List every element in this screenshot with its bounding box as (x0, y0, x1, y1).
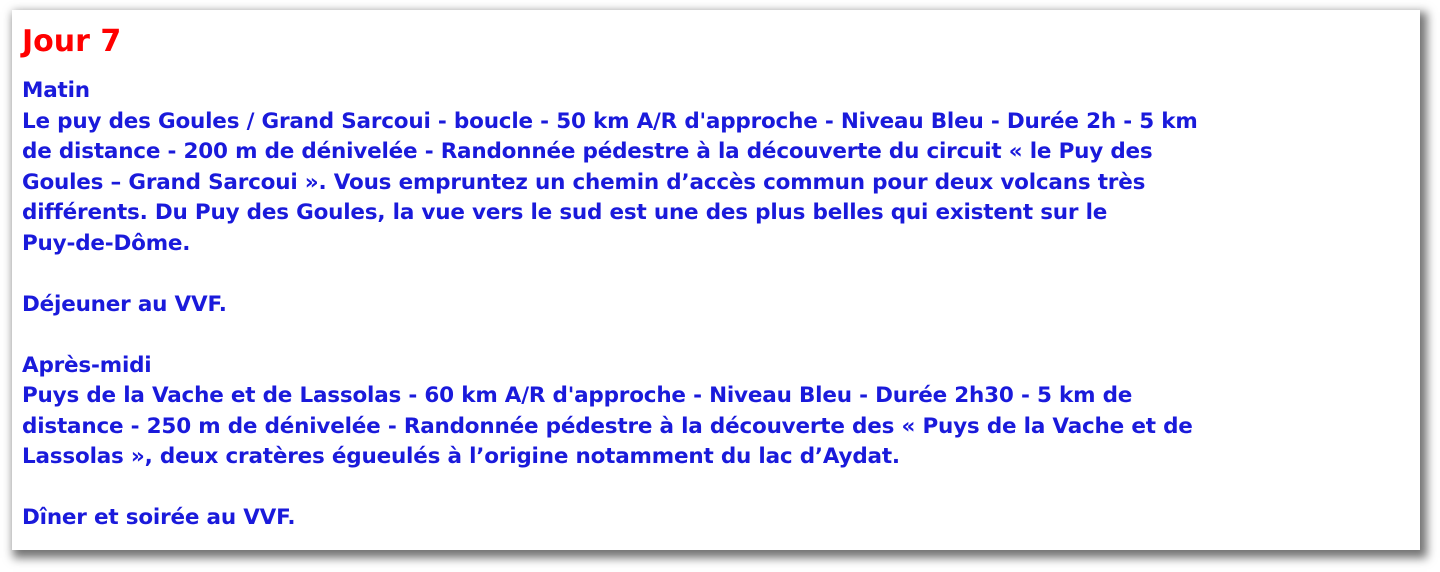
spacer (22, 320, 1420, 351)
morning-line: de distance - 200 m de dénivelée - Randonnée pédestre à la découverte du circuit « le Puy des (22, 139, 1153, 164)
lunch-text: Déjeuner au VVF. (22, 291, 227, 317)
afternoon-line: distance - 250 m de dénivelée - Randonnée pédestre à la découverte des « Puys de la Vache et de (22, 413, 1193, 439)
dinner-text: Dîner et soirée au VVF. (22, 505, 296, 530)
morning-line: Goules – Grand Sarcoui ». Vous empruntez un chemin d’accès commun pour deux volcans très (22, 169, 1146, 195)
spacer (22, 259, 1420, 290)
morning-section (22, 76, 1422, 259)
morning-line: Le puy des Goules / Grand Sarcoui - boucle - 50 km A/R d'approche - Niveau Bleu - Durée 2h - 5 km (22, 108, 1198, 134)
morning-heading: Matin (22, 78, 90, 103)
morning-line: Puy-de-Dôme. (22, 230, 191, 256)
itinerary-card (12, 10, 1420, 550)
afternoon-heading: Après-midi (22, 352, 152, 378)
afternoon-line: Lassolas », deux cratères égueulés à l’origine notamment du lac d’Aydat. (22, 444, 900, 469)
afternoon-line: Puys de la Vache et de Lassolas - 60 km A/R d'approche - Niveau Bleu - Durée 2h30 - 5 km de (22, 383, 1133, 408)
day-title: Jour 7 (22, 24, 122, 59)
afternoon-section (22, 351, 1422, 473)
morning-line: différents. Du Puy des Goules, la vue vers le sud est une des plus belles qui existent sur le (22, 200, 1108, 225)
spacer (22, 473, 1420, 504)
